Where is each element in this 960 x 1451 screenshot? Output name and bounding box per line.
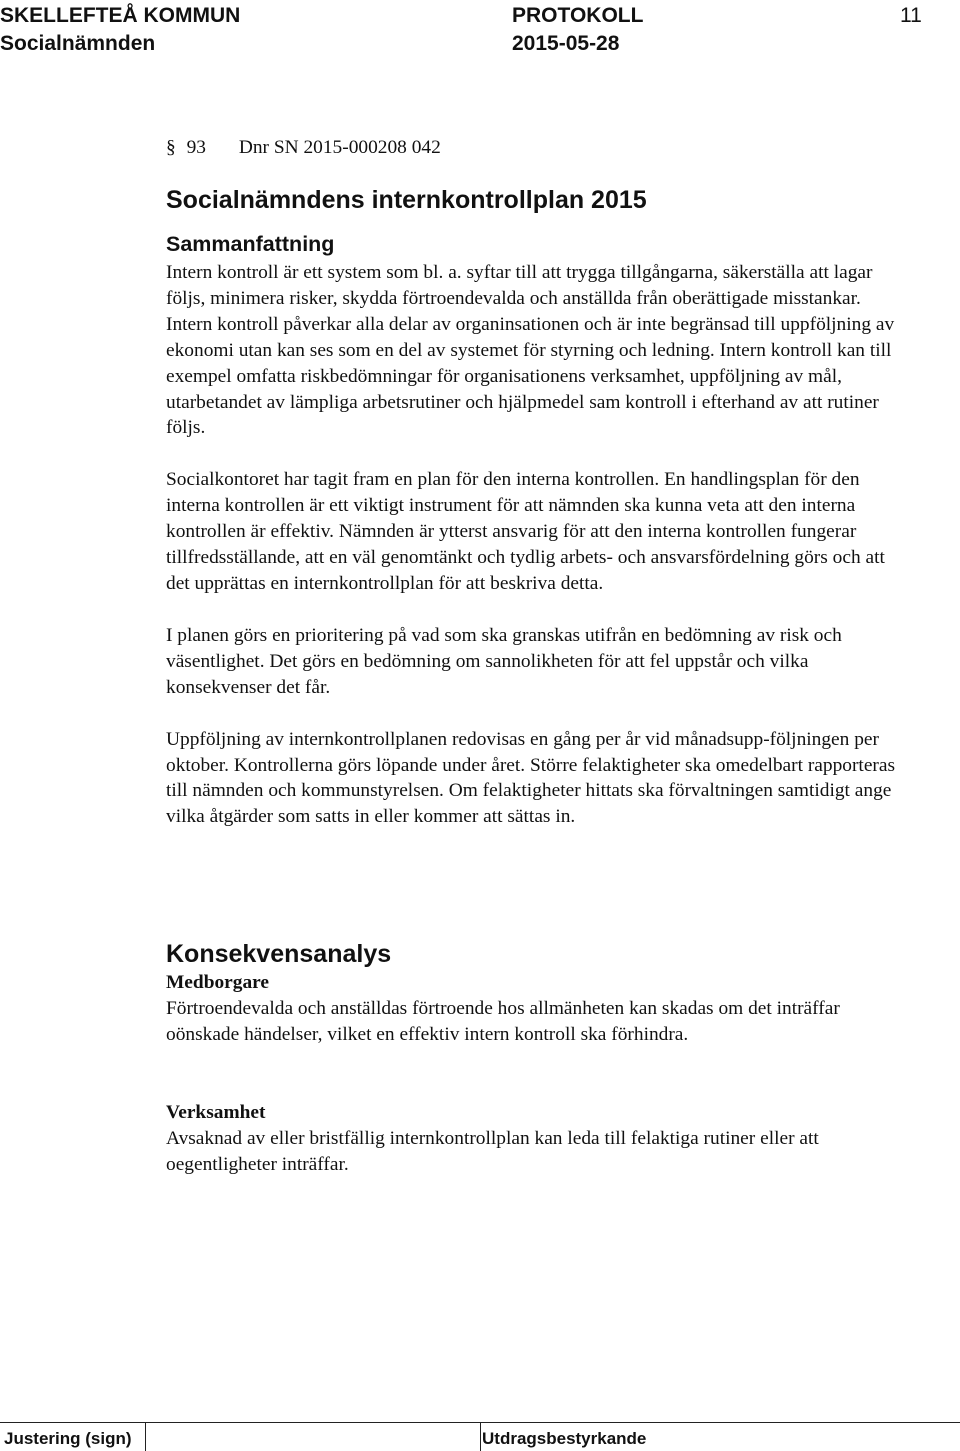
footer-separator-1: [145, 1423, 146, 1451]
subsection-text-verksamhet: [166, 1126, 911, 1178]
subsection-text-medborgare: [166, 996, 911, 1048]
page-title: Socialnämndens internkontrollplan 2015: [166, 186, 647, 214]
paragraph-symbol: §: [166, 137, 176, 158]
medborgare-paragraph: Förtroendevalda och anställdas förtroende hos allmänheten kan skadas om det inträffar oönskade händelser, vilket en effektiv intern kontroll ska förhindra.: [166, 998, 840, 1045]
header-org: SKELLEFTEÅ KOMMUN: [0, 4, 241, 27]
paragraph-number: 93: [186, 137, 206, 158]
summary-paragraph-4: Uppföljning av internkontrollplanen redovisas en gång per år vid månadsupp-följningen per oktober. Kontrollerna görs löpande under året. Större felaktigheter ska omedelbart rapporteras till nämnden och kommunstyrelsen. Om felaktigheter hittats ska förvaltningen samtidigt ange vilka åtgärder som satts in eller kommer att sättas in.: [166, 728, 896, 828]
footer-separator-2: [480, 1423, 481, 1451]
subsection-heading-verksamhet: Verksamhet: [166, 1102, 266, 1123]
summary-paragraph-2: Socialkontoret har tagit fram en plan för den interna kontrollen. En handlingsplan för den interna kontrollen är ett viktigt instrument för att nämnden ska kunna veta att den interna kontrollen är effektiv. Nämnden är ytterst ansvarig för att den interna kontrollen fungerar tillfredsställande, att en väl genomtänkt och tydlig arbets- och ansvarsfördelning görs och att det upprättas en internkontrollplan för att beskriva detta.: [166, 469, 885, 594]
dnr: Dnr SN 2015-000208 042: [238, 137, 441, 158]
analysis-heading: Konsekvensanalys: [166, 940, 392, 968]
section-ref: [166, 135, 441, 161]
page-number: 11: [900, 4, 922, 27]
summary-paragraph-3: I planen görs en prioritering på vad som ska granskas utifrån en bedömning av risk och väsentlighet. Det görs en bedömning om sannolikheten för att fel uppstår och vilka konsekvenser det får.: [166, 624, 842, 698]
summary-body: [166, 260, 911, 830]
footer-extract-label: Utdragsbestyrkande: [482, 1429, 647, 1448]
summary-paragraph-1: Intern kontroll är ett system som bl. a. syftar till att trygga tillgångarna, säkerställa att lagar följs, minimera risker, skydda förtroendevalda och anställda från oberättigade misstankar. Intern kontroll påverkar alla delar av organinsationen och är inte begränsad till uppföljning av ekonomi utan kan ses som en del av systemet för styrning och ledning. Intern kontroll kan till exempel omfatta riskbedömningar för organisationens verksamhet, uppföljning av mål, utarbetandet av lämpliga arbetsrutiner och hjälpmedel sam kontroll i efterhand av att rutiner följs.: [166, 262, 895, 439]
footer-signature-label: Justering (sign): [4, 1429, 132, 1448]
summary-heading: Sammanfattning: [166, 232, 335, 256]
header-date: 2015-05-28: [512, 32, 620, 55]
verksamhet-paragraph: Avsaknad av eller bristfällig internkontrollplan kan leda till felaktiga rutiner eller att oegentligheter inträffar.: [166, 1128, 819, 1175]
header-doc-type: PROTOKOLL: [512, 4, 644, 27]
header-dept: Socialnämnden: [0, 32, 156, 55]
subsection-heading-medborgare: Medborgare: [166, 972, 270, 993]
